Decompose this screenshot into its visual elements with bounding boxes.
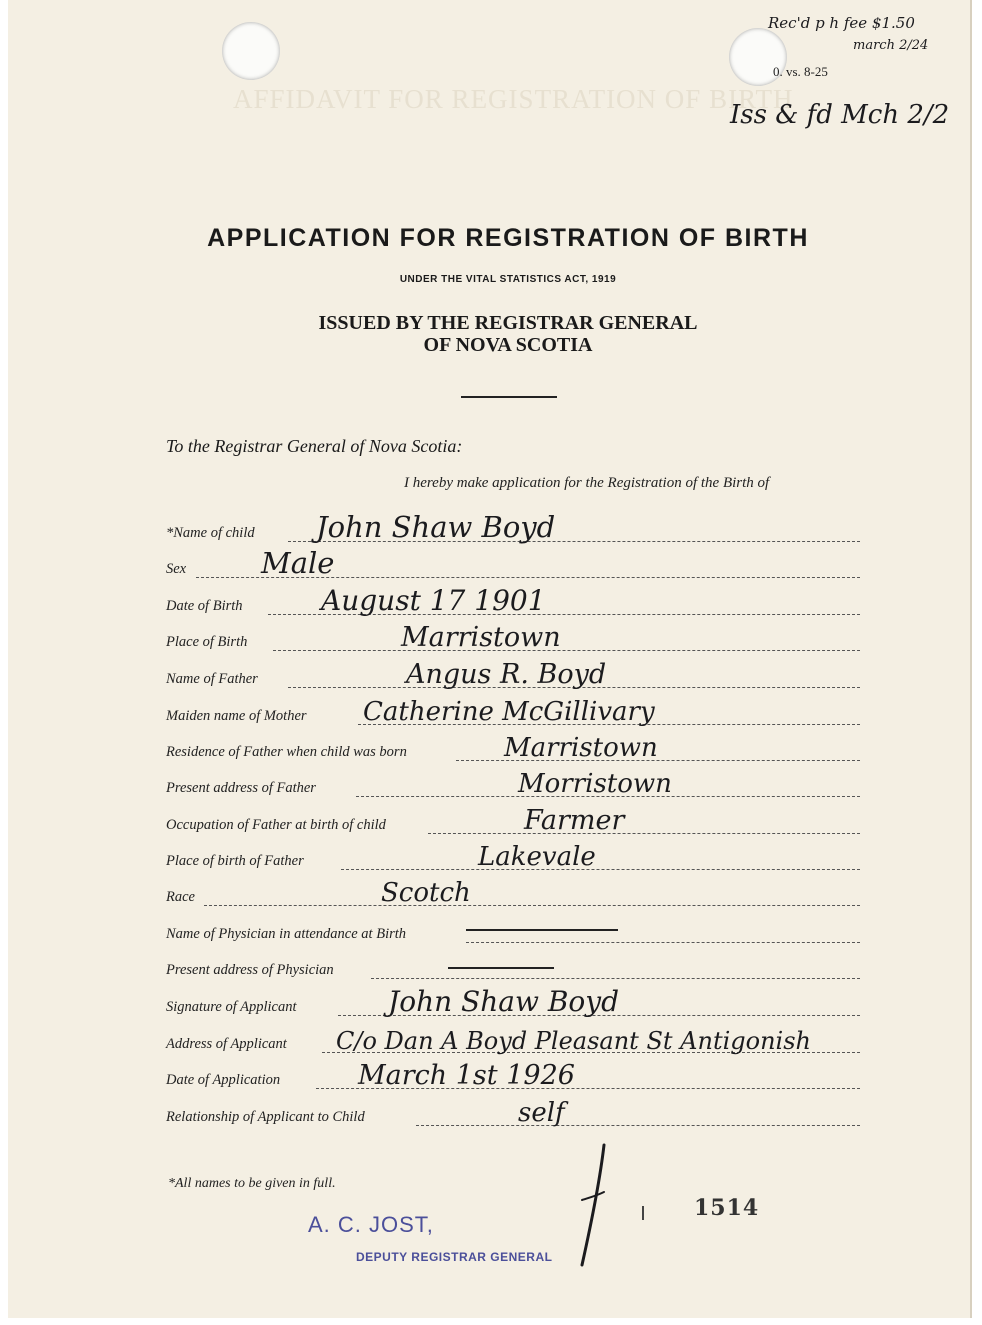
field-label: Name of Father — [166, 671, 258, 687]
field-value: Catherine McGillivary — [363, 697, 655, 727]
registration-number: 1514 — [694, 1195, 760, 1221]
field-row-date-of-application — [166, 1060, 860, 1093]
field-label: Name of Physician in attendance at Birth — [166, 926, 407, 942]
field-value: Lakevale — [478, 842, 596, 872]
field-label: Maiden name of Mother — [166, 708, 307, 724]
stamp-title: DEPUTY REGISTRAR GENERAL — [356, 1250, 553, 1264]
field-label: *Name of child — [166, 525, 255, 541]
field-label: Date of Birth — [166, 598, 243, 614]
form-number: 0. vs. 8-25 — [773, 64, 828, 79]
field-row-sex — [166, 546, 860, 582]
field-value: John Shaw Boyd — [388, 985, 619, 1018]
document-page — [8, 0, 972, 1318]
field-label: Signature of Applicant — [166, 999, 297, 1015]
handwritten-fee-note: Rec'd p h fee $1.50 — [768, 14, 915, 32]
blank-stroke — [466, 929, 618, 931]
field-row-maiden-name-of-mother — [166, 697, 860, 729]
field-value: Farmer — [524, 805, 625, 836]
application-intro: I hereby make application for the Registration of the Birth of — [404, 475, 770, 491]
field-row-occupation-of-father — [166, 805, 860, 838]
field-label: Address of Applicant — [166, 1036, 287, 1052]
field-label: Sex — [166, 561, 187, 577]
footnote: *All names to be given in full. — [168, 1176, 336, 1191]
blank-stroke — [448, 967, 554, 969]
field-row-relationship-to-child — [166, 1098, 860, 1130]
stamp-name: A. C. JOST, — [308, 1212, 434, 1237]
field-row-name-of-physician — [166, 923, 860, 947]
field-label: Present address of Physician — [166, 962, 334, 978]
form-subtitle: UNDER THE VITAL STATISTICS ACT, 1919 — [399, 274, 617, 285]
field-value: Morristown — [518, 769, 672, 799]
form-title: APPLICATION FOR REGISTRATION OF BIRTH — [207, 224, 809, 252]
field-label: Place of birth of Father — [166, 853, 304, 869]
issuer-line-2: OF NOVA SCOTIA — [423, 334, 593, 356]
field-row-present-address-of-father — [166, 769, 860, 801]
issuer-line-1: ISSUED BY THE REGISTRAR GENERAL — [318, 312, 698, 334]
field-label: Place of Birth — [166, 634, 248, 650]
handwritten-date-note: march 2/24 — [853, 38, 929, 53]
issuer-heading — [8, 312, 982, 356]
field-value: Marristown — [401, 622, 561, 653]
field-value: August 17 1901 — [321, 584, 546, 617]
field-row-present-address-of-physician — [166, 959, 860, 983]
field-value: self — [518, 1098, 565, 1128]
field-row-race — [166, 878, 860, 910]
field-label: Relationship of Applicant to Child — [166, 1109, 365, 1125]
field-value: Scotch — [381, 878, 471, 908]
field-value: Male — [261, 546, 335, 580]
tick-mark — [642, 1206, 644, 1220]
handwritten-issued-note: Iss & fd Mch 2/2 — [730, 100, 950, 130]
field-label: Occupation of Father at birth of child — [166, 817, 386, 833]
field-row-place-of-birth-of-father — [166, 842, 860, 874]
field-row-residence-of-father — [166, 733, 860, 765]
field-row-address-of-applicant — [166, 1027, 860, 1057]
pen-stroke-mark — [574, 1140, 614, 1270]
field-value: C/o Dan A Boyd Pleasant St Antigonish — [336, 1027, 811, 1055]
bleed-through-title: AFFIDAVIT FOR REGISTRATION OF BIRTH — [233, 84, 794, 114]
field-value: John Shaw Boyd — [316, 510, 556, 544]
title-divider — [461, 396, 557, 398]
field-row-date-of-birth — [166, 584, 860, 619]
field-row-place-of-birth — [166, 622, 860, 655]
punch-hole-left — [222, 22, 280, 80]
field-label: Race — [166, 889, 195, 905]
field-value: March 1st 1926 — [358, 1060, 575, 1091]
field-label: Present address of Father — [166, 780, 316, 796]
field-value: Marristown — [504, 733, 658, 763]
field-value: Angus R. Boyd — [406, 659, 607, 690]
field-label: Date of Application — [166, 1072, 281, 1088]
field-row-name-of-father — [166, 659, 860, 692]
salutation: To the Registrar General of Nova Scotia: — [166, 436, 463, 456]
field-row-name-of-child — [166, 510, 860, 546]
field-label: Residence of Father when child was born — [166, 744, 407, 760]
field-row-signature-of-applicant — [166, 985, 860, 1020]
